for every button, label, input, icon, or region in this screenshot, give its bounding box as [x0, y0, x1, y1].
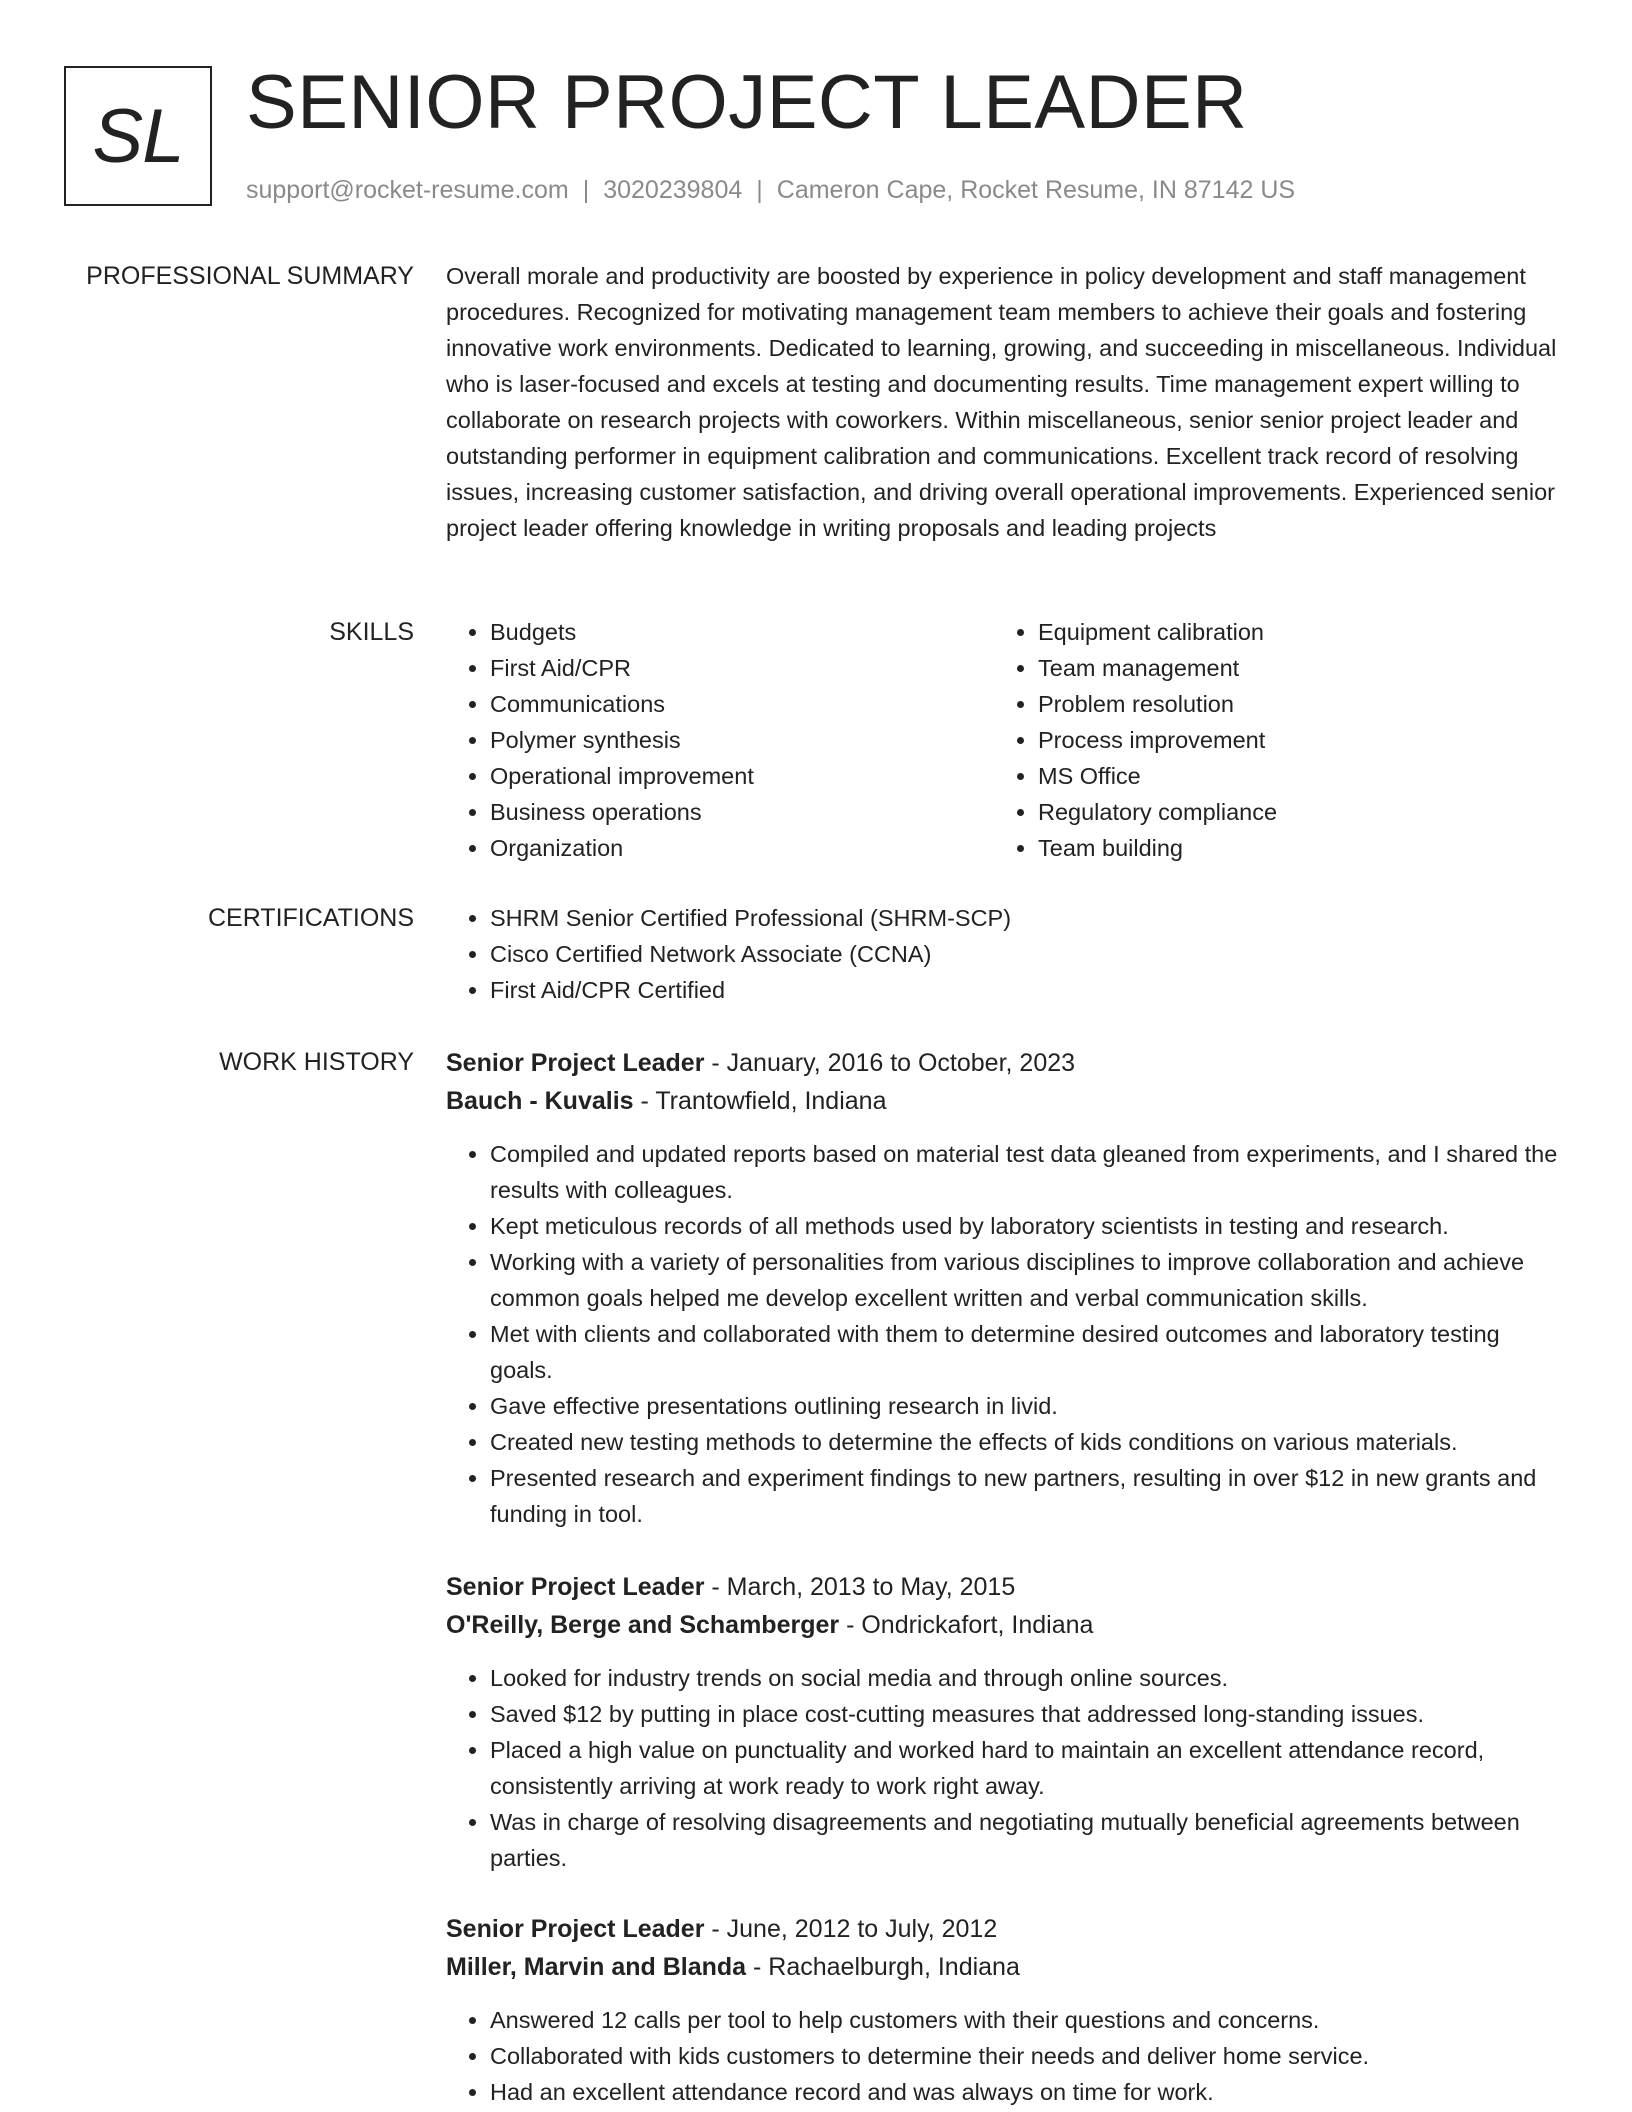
- skill-item: • Equipment calibration: [1038, 614, 1542, 650]
- job-bullet: • Kept meticulous records of all methods used by laboratory scientists in testing and research.: [490, 1208, 1566, 1244]
- job-bullet: • Saved $12 by putting in place cost-cutting measures that addressed long-standing issues.: [490, 1696, 1566, 1732]
- skill-item: • Problem resolution: [1038, 686, 1542, 722]
- job-role: Senior Project Leader: [446, 1049, 705, 1077]
- certification-item: • SHRM Senior Certified Professional (SHRM-SCP): [490, 900, 1566, 936]
- job-company-line: [446, 1948, 1566, 1986]
- section-title-certifications: CERTIFICATIONS: [207, 904, 414, 932]
- certifications-list: [446, 900, 1566, 1008]
- job-bullets: [446, 1136, 1566, 1532]
- contact-email: support@rocket-resume.com: [246, 176, 569, 204]
- skills-list: [446, 614, 1566, 866]
- skill-item: • Communications: [490, 686, 994, 722]
- job-company: Miller, Marvin and Blanda: [446, 1953, 747, 1981]
- contact-separator: |: [756, 176, 763, 204]
- skill-item: • Team management: [1038, 650, 1542, 686]
- certification-item: • First Aid/CPR Certified: [490, 972, 1566, 1008]
- skill-item: • Process improvement: [1038, 722, 1542, 758]
- job-title-line: [446, 1568, 1566, 1606]
- monogram-badge: [64, 66, 212, 206]
- summary-body: [446, 258, 1566, 546]
- job-bullet: • Gave effective presentations outlining research in livid.: [490, 1388, 1566, 1424]
- skills-body: [446, 614, 1566, 866]
- job-title-line: [446, 1044, 1566, 1082]
- job-bullet: • Had an excellent attendance record and was always on time for work.: [490, 2074, 1566, 2110]
- contact-phone: 3020239804: [603, 176, 743, 204]
- job-bullet: • Working with a variety of personalities from various disciplines to improve collaboration and achieve common goals helped me develop excellent written and verbal communication skills.: [490, 1244, 1566, 1316]
- skills-column-2: [994, 614, 1542, 866]
- job-body: [446, 1910, 1566, 2110]
- job-bullet: • Answered 12 calls per tool to help customers with their questions and concerns.: [490, 2002, 1566, 2038]
- skill-item: • Team building: [1038, 830, 1542, 866]
- job-bullet: • Met with clients and collaborated with them to determine desired outcomes and laboratory testing goals.: [490, 1316, 1566, 1388]
- job-bullet: • Was in charge of resolving disagreements and negotiating mutually beneficial agreements between parties.: [490, 1804, 1566, 1876]
- skill-item: • Operational improvement: [490, 758, 994, 794]
- skill-item: • Organization: [490, 830, 994, 866]
- resume-name: SENIOR PROJECT LEADER: [246, 60, 1248, 145]
- summary-text: Overall morale and productivity are boosted by experience in policy development and staff management procedures. Recognized for motivating management team members to achieve their goals and fostering innovative work environments. Dedicated to learning, growing, and succeeding in miscellaneous. Individual who is laser-focused and excels at testing and documenting results. Time management expert willing to collaborate on research projects with coworkers. Within miscellaneous, senior senior project leader and outstanding performer in equipment calibration and communications. Excellent track record of resolving issues, increasing customer satisfaction, and driving overall operational improvements. Experienced senior project leader offering knowledge in writing proposals and leading projects: [446, 263, 1557, 541]
- job-bullet: • Compiled and updated reports based on material test data gleaned from experiments, and I shared the results with colleagues.: [490, 1136, 1566, 1208]
- job-body: [446, 1044, 1566, 1532]
- job-bullet: • Presented research and experiment findings to new partners, resulting in over $12 in new grants and funding in tool.: [490, 1460, 1566, 1532]
- certification-item: • Cisco Certified Network Associate (CCNA): [490, 936, 1566, 972]
- job-bullets: [446, 1660, 1566, 1876]
- skill-item: • MS Office: [1038, 758, 1542, 794]
- job-bullet: • Placed a high value on punctuality and worked hard to maintain an excellent attendance record, consistently arriving at work ready to work right away.: [490, 1732, 1566, 1804]
- contact-line: [246, 174, 1295, 206]
- job-dates: - March, 2013 to May, 2015: [704, 1573, 1016, 1601]
- job-company: Bauch - Kuvalis: [446, 1087, 634, 1115]
- job-location: - Rachaelburgh, Indiana: [746, 1953, 1020, 1981]
- contact-separator: |: [582, 176, 590, 204]
- skill-item: • Regulatory compliance: [1038, 794, 1542, 830]
- monogram-initials: SL: [92, 93, 184, 179]
- job-dates: - January, 2016 to October, 2023: [704, 1049, 1076, 1077]
- section-title-work-history: WORK HISTORY: [219, 1048, 414, 1076]
- skill-item: • Business operations: [490, 794, 994, 830]
- job-title-line: [446, 1910, 1566, 1948]
- job-company-line: [446, 1606, 1566, 1644]
- section-title-skills: SKILLS: [329, 618, 414, 646]
- section-title-summary: PROFESSIONAL SUMMARY: [86, 262, 414, 290]
- contact-address: Cameron Cape, Rocket Resume, IN 87142 US: [776, 176, 1296, 204]
- job-dates: - June, 2012 to July, 2012: [704, 1915, 998, 1943]
- job-company: O'Reilly, Berge and Schamberger: [446, 1611, 840, 1639]
- job-role: Senior Project Leader: [446, 1915, 705, 1943]
- skill-item: • Budgets: [490, 614, 994, 650]
- skills-column-1: [446, 614, 994, 866]
- job-role: Senior Project Leader: [446, 1573, 705, 1601]
- job-location: - Ondrickafort, Indiana: [839, 1611, 1094, 1639]
- skill-item: • Polymer synthesis: [490, 722, 994, 758]
- job-company-line: [446, 1082, 1566, 1120]
- job-bullet: • Looked for industry trends on social media and through online sources.: [490, 1660, 1566, 1696]
- job-body: [446, 1568, 1566, 1876]
- job-location: - Trantowfield, Indiana: [633, 1087, 887, 1115]
- certifications-body: [446, 900, 1566, 1008]
- job-bullet: • Collaborated with kids customers to determine their needs and deliver home service.: [490, 2038, 1566, 2074]
- skill-item: • First Aid/CPR: [490, 650, 994, 686]
- job-bullet: • Created new testing methods to determine the effects of kids conditions on various materials.: [490, 1424, 1566, 1460]
- job-bullets: [446, 2002, 1566, 2110]
